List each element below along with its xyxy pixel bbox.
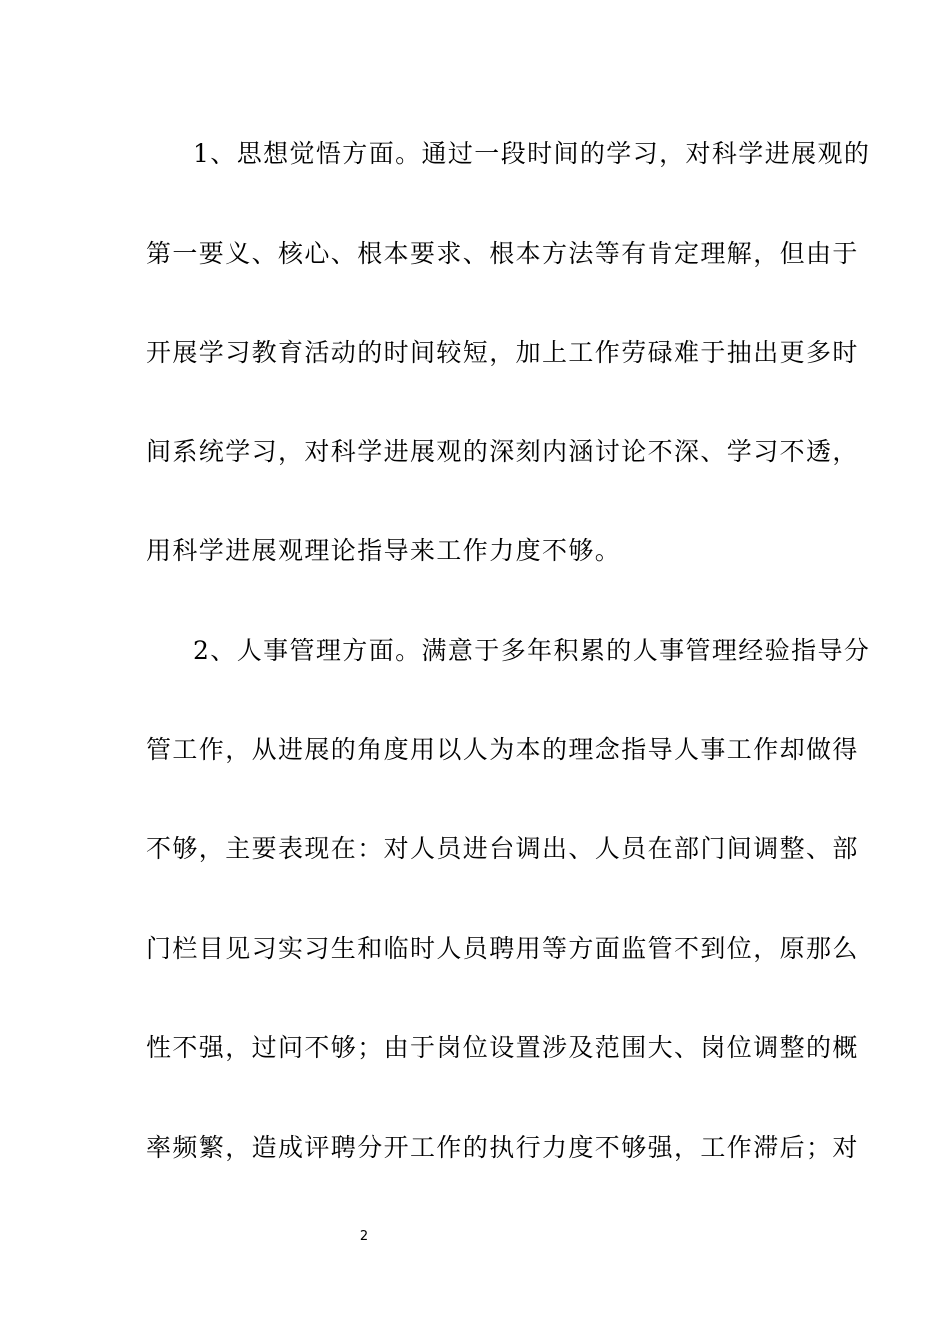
- paragraph-line: 性不强，过问不够；由于岗位设置涉及范围大、岗位调整的概: [146, 1033, 859, 1062]
- paragraph-line: 门栏目见习实习生和临时人员聘用等方面监管不到位，原那么: [146, 934, 859, 963]
- paragraph-line: 间系统学习，对科学进展观的深刻内涵讨论不深、学习不透，: [146, 437, 859, 466]
- paragraph-line: 率频繁，造成评聘分开工作的执行力度不够强，工作滞后；对: [146, 1133, 859, 1162]
- paragraph-line: 2、人事管理方面。满意于多年积累的人事管理经验指导分: [193, 636, 871, 665]
- paragraph-line: 1、思想觉悟方面。通过一段时间的学习，对科学进展观的: [193, 139, 871, 168]
- page-number: 2: [359, 1229, 369, 1244]
- paragraph-line: 不够，主要表现在：对人员进台调出、人员在部门间调整、部: [146, 834, 859, 863]
- paragraph-line: 用科学进展观理论指导来工作力度不够。: [146, 536, 622, 565]
- paragraph-line: 管工作，从进展的角度用以人为本的理念指导人事工作却做得: [146, 735, 859, 764]
- paragraph-line: 第一要义、核心、根本要求、根本方法等有肯定理解，但由于: [146, 239, 859, 268]
- paragraph-line: 开展学习教育活动的时间较短，加上工作劳碌难于抽出更多时: [146, 338, 859, 367]
